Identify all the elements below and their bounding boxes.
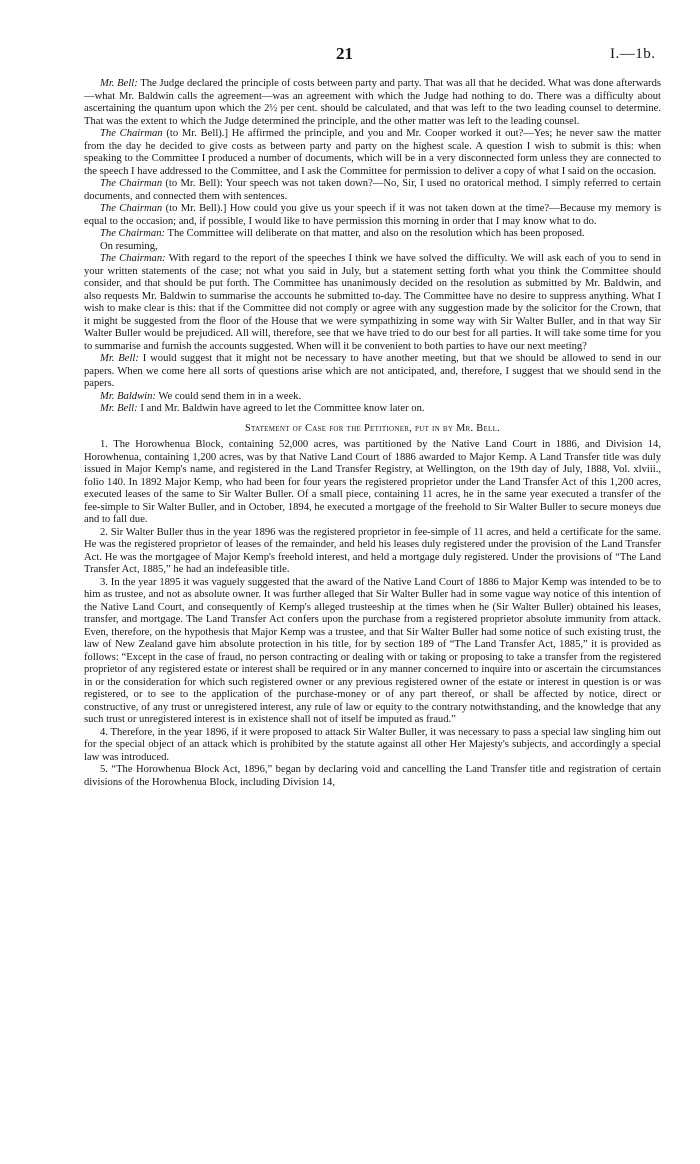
statement-paragraph: 2. Sir Walter Buller thus in the year 1896 was the registered proprietor in fee-simple of 11 acres, and held a certificate for the same. He was the registered proprietor of leases of the remainder, and held his leases duly registered under the provision of the Land Transfer Act. He was the mortgagee of Major Kemp's freehold interest, and held a mortgage duly registered. Under the provisions of “The Land Transfer Act, 1885,” he had an indefeasible title. — [84, 526, 661, 575]
minutes-paragraph — [84, 178, 661, 203]
minutes-paragraph — [84, 128, 661, 178]
minutes-paragraph — [84, 353, 661, 391]
speech-text: I would suggest that it might not be necessary to have another meeting, but that we should be allowed to send in our papers. When we come here all sorts of questions arise which are not anticipated, and, therefore, I suggest that we should send in the papers. — [84, 353, 661, 389]
statement-paragraph: 1. The Horowhenua Block, containing 52,000 acres, was partitioned by the Native Land Court in 1886, and Division 14, Horowhenua, containing 1,200 acres, was by that Native Land Court of 1886 awarded to Major Kemp. A Land Transfer title was duly issued in Major Kemp's name, and registered in the Land Transfer Registry, at Wellington, on the 19th day of July, 1888, Vol. xlviii., folio 140. In 1892 Major Kemp, who had been for four years the registered proprietor under the Land Transfer Act of this 1,200 acres, executed leases of the same to Sir Walter Buller. Of a small piece, containing 11 acres, he in the same year executed a transfer of the fee-simple to Sir Walter Buller, and in October, 1894, he executed a mortgage of the freehold to Sir Walter Buller to secure moneys due and to fall due. — [84, 439, 661, 525]
speech-text: (to Mr. Bell): Your speech was not taken down?—No, Sir, I used no oratorical method. I simply referred to certain documents, and connected them with sentences. — [84, 178, 661, 202]
minutes-paragraph — [84, 403, 661, 416]
speaker: The Chairman — [100, 178, 163, 189]
speaker: The Chairman: — [100, 253, 166, 264]
statement-paragraph: 5. “The Horowhenua Block Act, 1896,” began by declaring void and cancelling the Land Transfer title and registration of certain divisions of the Horowhenua Block, including Division 14, — [84, 764, 661, 788]
minutes-paragraph — [84, 241, 661, 254]
statement-heading: Statement of Case for the Petitioner, put in by Mr. Bell. — [244, 422, 501, 434]
statement-paragraph: 4. Therefore, in the year 1896, if it were proposed to attack Sir Walter Buller, it was necessary to pass a special law singling him out for the special object of an attack which is prohibited by the statute against all other Her Majesty's subjects, and accordingly a special law was introduced. — [84, 726, 661, 763]
speech-text: (to Mr. Bell).] How could you give us your speech if it was not taken down at the time?—Because my memory is equal to the occasion; and, if possible, I would like to have permission this morning in order that I may know what to do. — [84, 203, 662, 227]
speech-text: The Committee will deliberate on that matter, and also on the resolution which has been proposed. — [165, 228, 585, 239]
minutes-paragraph — [84, 78, 661, 128]
speaker: Mr. Baldwin: — [100, 390, 156, 402]
minutes-paragraph — [84, 391, 661, 404]
speaker: Mr. Bell: — [100, 403, 138, 414]
document-body — [84, 78, 661, 789]
speech-text: We could send them in in a week. — [155, 390, 302, 402]
speaker: Mr. Bell: — [100, 353, 139, 364]
speaker: The Chairman — [100, 128, 163, 139]
minutes-paragraph — [84, 228, 661, 241]
speaker: The Chairman — [100, 203, 163, 214]
speech-text: With regard to the report of the speeches I think we have solved the difficulty. We will ask each of you to send in your written statements of the case; not what you said in July, but a statement setting forth what you think the Committee should consider, and that should be put forth. The Committee has unanimously decided on the resolution as submitted by Mr. Baldwin, and also requests Mr. Baldwin to summarise the accounts he submitted to-day. The Committee have no desire to suppress anything. What I wish to make clear is this: that if the Committee did not comply or agree with any suggestion made by the solicitor for the Crown, that it might be suggested from the floor of the House that we were sympathizing in some way with Sir Walter Buller, and in that way Sir Walter Buller would be prejudiced. All will, therefore, see that we have tried to do our best for all parties. It will take some time for you to summarise and furnish the accounts suggested. When will it be convenient to both parties to have our next meeting? — [84, 253, 661, 352]
page-number: 21 — [336, 44, 353, 63]
minutes-paragraph — [84, 203, 661, 228]
speech-text: The Judge declared the principle of costs between party and party. That was all that he decided. What was done afterwards—what Mr. Baldwin calls the agreement—was an agreement with which the Judge had nothing to do. There was a difficulty about ascertaining the quantum upon which the 2½ per cent. should be calculated, and that was left to the two leading counsel to determine. That was the extent to which the Judge determined the principle, and the other matter was left to the leading counsel. — [84, 78, 661, 127]
speech-text: On resuming, — [100, 240, 158, 252]
paper-reference: I.—1b. — [610, 46, 656, 62]
speech-text: (to Mr. Bell).] He affirmed the principle, and you and Mr. Cooper worked it out?—Yes; he never saw the matter from the day he decided to give costs as between party and party on the highest scale. A question I wish to submit is this: when speaking to the Committee I produced a number of documents, which will be in a very disconnected form unless they are connected to the speech I have addressed to the Committee, and I ask the Committee for permission to deliver a copy of what I said on the occasion. — [84, 128, 661, 177]
speech-text: I and Mr. Baldwin have agreed to let the Committee know later on. — [137, 403, 425, 414]
speaker: Mr. Bell: — [100, 78, 138, 89]
speaker: The Chairman: — [100, 228, 166, 239]
minutes-paragraph — [84, 253, 661, 353]
page-header — [0, 44, 700, 68]
statement-paragraph: 3. In the year 1895 it was vaguely suggested that the award of the Native Land Court of 1886 to Major Kemp was intended to be to him as trustee, and not as absolute owner. It was further alleged that Sir Walter Buller had in some vague way notice of this intention of the Native Land Court, and consequently of Kemp's alleged trusteeship at the times when he (Sir Walter Buller) obtained his leases, transfer, and mortgage. The Land Transfer Act confers upon the purchase from a registered proprietor absolute immunity from attack. Even, therefore, on the hypothesis that Major Kemp was a trustee, and that Sir Walter Buller had some notice of such existing trust, the law of New Zealand gave him absolute protection in his title, for by section 189 of “The Land Transfer Act, 1885,” it is provided as follows: “Except in the case of fraud, no person contracting or dealing with or taking or proposing to take a transfer from the registered proprietor of any registered estate or interest shall be required or in any manner concerned to inquire into or ascertain the circumstances in or the consideration for which such registered owner or any previous registered owner of the estate or interest in question is or was registered, or to see to the application of the purchase-money or of any part thereof, or shall be affected by notice, direct or constructive, of any trust or unregistered interest, any rule of law or equity to the contrary notwithstanding, and the knowledge that any such trust or unregistered interest is in existence shall not of itself be imputed as fraud.” — [84, 576, 661, 725]
